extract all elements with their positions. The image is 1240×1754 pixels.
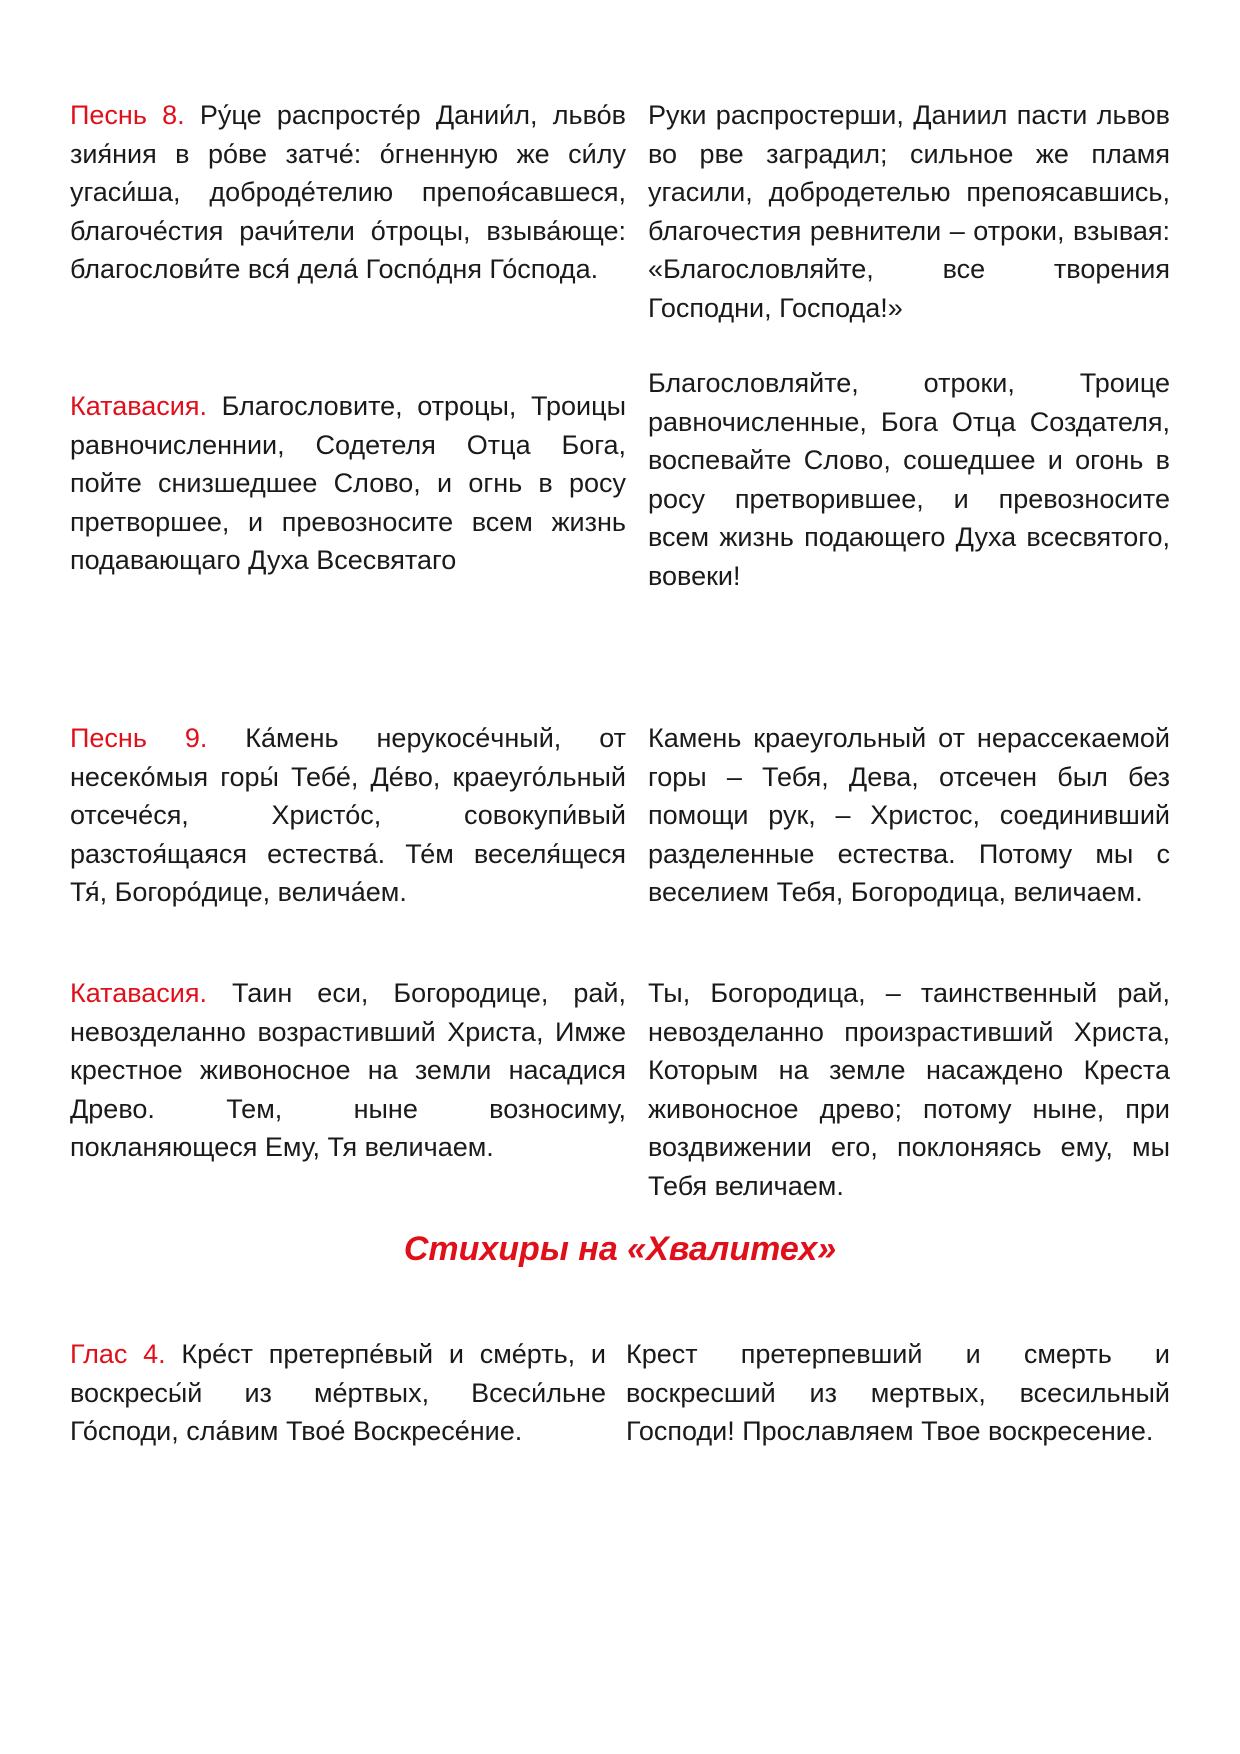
section-body: Таин еси, Богородице, рай, невозделанно возрастивший Христа, Имже крестное живоносное на земли насадися Древо. Тем, ныне возносиму, покланяющеся Ему, Тя величаем.	[70, 978, 626, 1163]
russian-translation: Камень краеугольный от нерассекаемой горы – Тебя, Дева, отсечен был без помощи рук, – Христос, соединивший разделенные естества. Потому мы с веселием Тебя, Богородица, величаем.	[648, 723, 1170, 908]
russian-translation: Ты, Богородица, – таинственный рай, невозделанно произрастивший Христа, Которым на земле насаждено Креста живоносное древо; потому ныне, при воздвижении его, поклоняясь ему, мы Тебя величаем.	[648, 978, 1170, 1201]
section-body: Ка́мень нерукосе́чный, от несеко́мыя горы́ Тебе́, Де́во, краеуго́льный отсече́ся, Христо́с, совокупи́вый разстоя́щаяся естества́. Те́м веселя́щеся Тя́, Богоро́дице, велича́ем.	[70, 723, 626, 908]
section-label: Глас 4.	[70, 1339, 166, 1369]
section-label: Песнь 8.	[70, 100, 185, 130]
stichera-title: Стихиры на «Хвалитех»	[403, 1230, 837, 1268]
section-label: Катавасия.	[70, 978, 207, 1008]
church-slavonic-text	[70, 719, 626, 912]
church-slavonic-text	[70, 974, 626, 1167]
russian-translation: Благословляйте, отроки, Троице равночисленные, Бога Отца Создателя, воспевайте Слово, сошедшее и огонь в росу претворившее, и превозносите всем жизнь подающего Духа всесвятого, вовеки!	[648, 368, 1170, 591]
church-slavonic-text	[70, 387, 626, 580]
section-body: Благословите, отроцы, Троицы равночисленнии, Содетеля Отца Бога, пойте снизшедшее Слово, и огнь в росу претворшее, и превозносите всем жизнь подавающаго Духа Всесвятаго	[70, 391, 626, 576]
section-body: Ру́це распросте́р Дании́л, льво́в зия́ния в ро́ве затче́: о́гненную же си́лу угаси́ша, доброде́телию препоя́савшеся, благоче́стия рачи́тели о́троцы, взыва́юще: благослови́те вся́ дела́ Госпо́дня Го́спода.	[70, 100, 626, 285]
russian-translation: Крест претерпевший и смерть и воскресший из мертвых, всесильный Господи! Прославляем Твое воскресение.	[626, 1339, 1170, 1447]
church-slavonic-text	[70, 96, 626, 289]
section-label: Песнь 9.	[70, 723, 208, 753]
church-slavonic-text	[70, 1335, 606, 1451]
section-body: Кре́ст претерпе́вый и сме́рть, и воскресы́й из ме́ртвых, Всеси́льне Го́споди, сла́вим Твое́ Воскресе́ние.	[70, 1339, 606, 1447]
section-label: Катавасия.	[70, 391, 207, 421]
russian-translation: Руки распростерши, Даниил пасти львов во рве заградил; сильное же пламя угасили, добродетелью препоясавшись, благочестия ревнители – отроки, взывая: «Благословляйте, все творения Господни, Господа!»	[648, 100, 1170, 323]
